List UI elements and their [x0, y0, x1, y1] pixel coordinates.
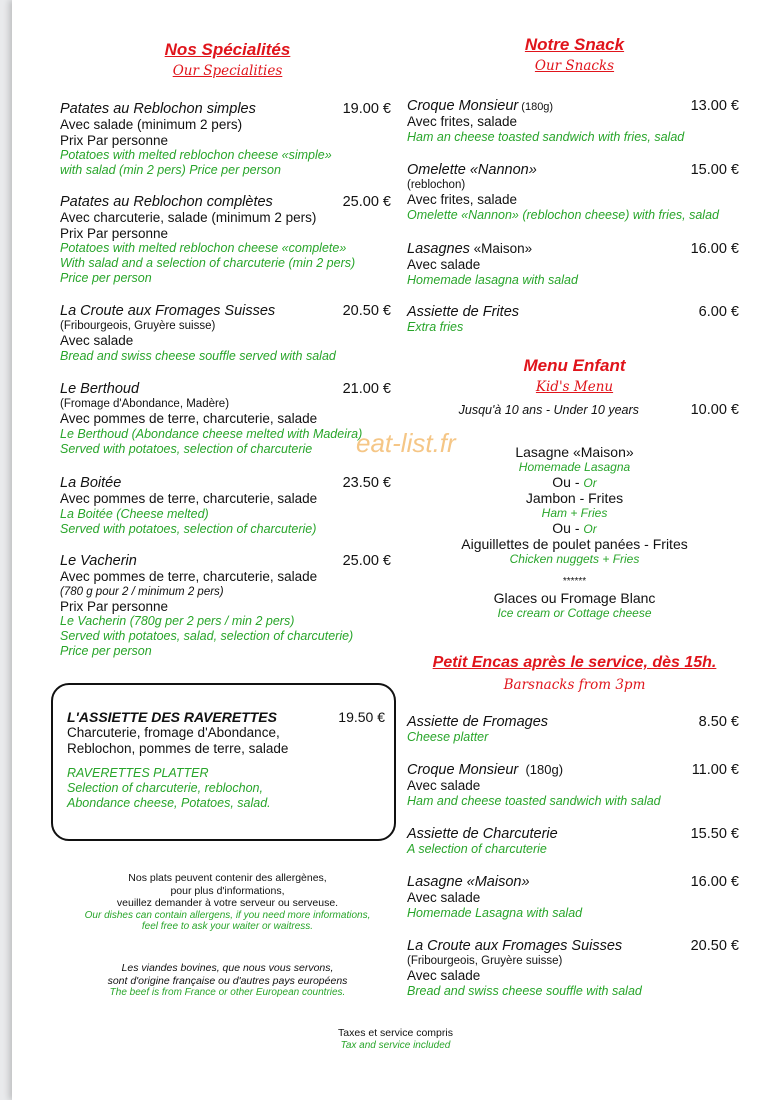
kids-menu-title: Menu Enfant: [523, 356, 626, 375]
specialities-title: Nos Spécialités: [164, 40, 291, 59]
item-name: Croque Monsieur (180g): [407, 98, 554, 114]
item-desc: Charcuterie, fromage d'Abondance,: [67, 725, 280, 740]
item-price: 8.50 €: [698, 714, 739, 730]
item-name: Lasagnes «Maison»: [407, 241, 533, 257]
raverettes-box: [51, 683, 396, 841]
item-price: 20.50 €: [690, 938, 739, 954]
item-desc: Avec salade: [407, 968, 481, 983]
item-desc-en: La Boitée (Cheese melted): [60, 506, 209, 521]
item-price: 19.00 €: [342, 101, 391, 117]
item-price: 21.00 €: [342, 381, 391, 397]
item-desc-en: with salad (min 2 pers) Price per person: [60, 163, 281, 177]
item-desc: (reblochon): [407, 179, 466, 191]
item-desc: Avec pommes de terre, charcuterie, salade: [60, 569, 318, 584]
barsnacks-title: Petit Encas après le service, dès 15h.: [432, 654, 717, 671]
item-desc: Prix Par personne: [60, 598, 169, 614]
item-desc: Avec pommes de terre, charcuterie, salade: [60, 491, 318, 506]
item-desc-en: Le Berthoud (Abondance cheese melted with Madeira): [60, 426, 363, 441]
item-desc: Avec charcuterie, salade (minimum 2 pers): [60, 210, 317, 225]
kids-age-limit: Jusqu'à 10 ans - Under 10 years: [458, 403, 639, 417]
item-desc: (Fribourgeois, Gruyère suisse): [407, 955, 563, 967]
item-desc: Avec salade (minimum 2 pers): [60, 117, 243, 132]
item-price: 23.50 €: [342, 475, 391, 491]
item-desc-en: Cheese platter: [407, 730, 489, 744]
kids-menu-price: 10.00 €: [690, 402, 739, 418]
item-desc-en: With salad and a selection of charcuterie (min 2 pers): [60, 256, 356, 270]
item-desc: Prix Par personne: [60, 132, 169, 148]
beef-origin-note: Les viandes bovines, que nous vous servons, sont d'origine française ou d'autres pays européens The beef is from France or other European countries.: [107, 962, 348, 998]
item-desc-en: Price per person: [60, 644, 152, 658]
item-desc-en: Homemade Lasagna with salad: [407, 905, 583, 920]
menu-item: [407, 714, 739, 745]
item-name: Omelette «Nannon»: [407, 162, 537, 178]
item-desc-en: Omelette «Nannon» (reblochon cheese) with fries, salad: [407, 207, 719, 222]
item-desc: (780 g pour 2 / minimum 2 pers): [60, 585, 224, 598]
item-name: Le Berthoud: [60, 381, 140, 397]
menu-item: [407, 826, 739, 857]
item-desc: Avec frites, salade: [407, 114, 518, 129]
item-desc-en: Homemade lasagna with salad: [407, 272, 578, 287]
item-desc-en: Potatoes with melted reblochon cheese «complete»: [60, 241, 347, 255]
snack-title: Notre Snack: [524, 35, 625, 54]
tax-footer: Taxes et service compris Tax and service included: [338, 1027, 453, 1051]
item-name: Lasagne «Maison»: [407, 874, 530, 890]
item-price: 6.00 €: [698, 304, 739, 320]
watermark: eat-list.fr: [356, 428, 456, 458]
item-price: 16.00 €: [690, 874, 739, 890]
item-name: Le Vacherin: [60, 553, 137, 569]
item-desc-en: Extra fries: [407, 320, 464, 334]
item-price: 13.00 €: [690, 98, 739, 114]
menu-item: [407, 162, 739, 223]
kids-menu-subtitle: Kid's Menu: [535, 379, 614, 395]
menu-item: [407, 762, 739, 809]
specialities-subtitle: Our Specialities: [172, 63, 283, 79]
item-desc: Avec salade: [407, 257, 481, 272]
kids-menu-choices: Lasagne «Maison» Homemade Lasagna Ou - Or Jambon - Frites Ham + Fries Ou - Or Aiguillettes de poulet panées - Frites Chicken nuggets + Fries ****** Glaces ou Fromage Blanc Ice cream or Cottage cheese: [461, 444, 688, 620]
item-desc: Avec frites, salade: [407, 192, 518, 207]
item-name: Croque Monsieur (180g): [407, 762, 564, 778]
item-desc-en: Price per person: [60, 271, 152, 285]
item-desc-en: Ham and cheese toasted sandwich with salad: [407, 793, 661, 808]
item-name: La Croute aux Fromages Suisses: [407, 938, 623, 954]
item-desc-en: RAVERETTES PLATTER: [67, 766, 209, 780]
item-desc-en: Potatoes with melted reblochon cheese «simple»: [60, 148, 332, 162]
item-price: 20.50 €: [342, 303, 391, 319]
item-desc-en: Bread and swiss cheese souffle with salad: [407, 983, 642, 998]
menu-item: [407, 304, 739, 335]
item-desc-en: A selection of charcuterie: [407, 842, 547, 856]
item-desc: Avec salade: [407, 890, 481, 905]
snack-subtitle: Our Snacks: [534, 58, 615, 74]
item-desc-en: Ham an cheese toasted sandwich with fries, salad: [407, 129, 685, 144]
item-desc-en: Served with potatoes, salad, selection of charcuterie): [60, 629, 354, 643]
item-name: Patates au Reblochon complètes: [60, 194, 273, 210]
item-price: 19.50 €: [338, 709, 385, 725]
menu-item: [60, 381, 391, 457]
barsnacks-subtitle: Barsnacks from 3pm: [503, 677, 646, 693]
item-name: Assiette de Frites: [407, 304, 520, 320]
item-desc: Prix Par personne: [60, 225, 169, 241]
item-price: 11.00 €: [691, 762, 739, 778]
item-price: 15.50 €: [690, 826, 739, 842]
item-name: Assiette de Fromages: [407, 714, 549, 730]
item-price: 25.00 €: [342, 553, 391, 569]
menu-item: [407, 241, 739, 288]
item-desc-en: Bread and swiss cheese souffle served with salad: [60, 348, 336, 363]
kids-menu-age-row: [407, 402, 739, 418]
item-desc-en: Le Vacherin (780g per 2 pers / min 2 pers): [60, 614, 295, 628]
item-name: L'ASSIETTE DES RAVERETTES: [67, 709, 277, 725]
item-desc: Avec salade: [60, 333, 134, 348]
item-desc: Reblochon, pommes de terre, salade: [67, 740, 289, 756]
menu-item: [60, 194, 391, 286]
menu-item: [60, 101, 391, 178]
item-desc: (Fribourgeois, Gruyère suisse): [60, 320, 216, 332]
menu-item: [407, 938, 739, 999]
allergen-note: Nos plats peuvent contenir des allergènes, pour plus d'informations, veuillez demander à votre serveur ou serveuse. Our dishes can contain allergens, if you need more informations, feel free to ask your waiter or waitress.: [84, 872, 371, 932]
menu-item: [60, 553, 391, 659]
item-desc-en: Abondance cheese, Potatoes, salad.: [67, 796, 271, 810]
menu-item: [407, 98, 739, 145]
item-price: 16.00 €: [690, 241, 739, 257]
item-desc: Avec pommes de terre, charcuterie, salade: [60, 411, 318, 426]
item-desc-en: Served with potatoes, selection of charcuterie): [60, 521, 317, 536]
menu-item: [60, 303, 391, 364]
item-name: Assiette de Charcuterie: [407, 826, 558, 842]
item-name: Patates au Reblochon simples: [60, 101, 256, 117]
menu-item: [60, 475, 391, 537]
menu-item: [407, 874, 739, 921]
item-price: 15.00 €: [690, 162, 739, 178]
item-desc: Avec salade: [407, 778, 481, 793]
item-price: 25.00 €: [342, 194, 391, 210]
item-desc-en: Selection of charcuterie, reblochon,: [67, 781, 263, 795]
item-desc-en: Served with potatoes, selection of charcuterie: [60, 441, 313, 456]
item-name: La Croute aux Fromages Suisses: [60, 303, 276, 319]
item-name: La Boitée: [60, 475, 122, 491]
item-desc: (Fromage d'Abondance, Madère): [60, 398, 230, 410]
